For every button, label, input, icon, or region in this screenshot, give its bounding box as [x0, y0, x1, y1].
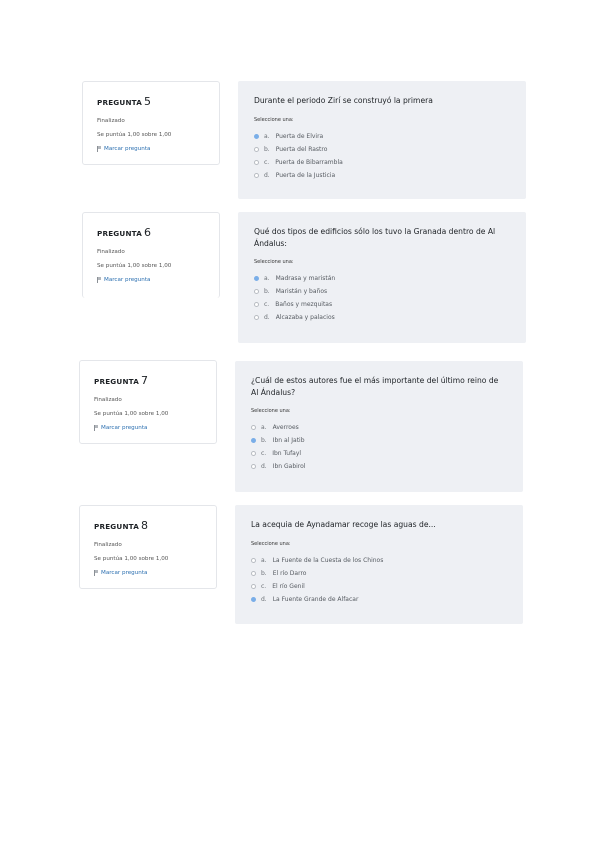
question-grade: Se puntúa 1,00 sobre 1,00 — [94, 556, 169, 562]
answer-list — [251, 421, 507, 473]
answer-option[interactable]: d. Puerta de la Justicia — [254, 169, 510, 182]
radio-button[interactable] — [251, 438, 256, 443]
question-content — [235, 361, 523, 492]
radio-button[interactable] — [251, 425, 256, 430]
answer-list — [254, 272, 510, 324]
question-text: La acequia de Aynadamar recoge las aguas de... — [251, 520, 436, 529]
answer-option[interactable]: c. Baños y mezquitas — [254, 298, 510, 311]
question-grade: Se puntúa 1,00 sobre 1,00 — [97, 263, 172, 269]
question-text: Durante el periodo Zirí se construyó la primera — [254, 96, 433, 105]
question-state: Finalizado — [97, 118, 125, 124]
answer-option[interactable]: b. Maristán y baños — [254, 285, 510, 298]
question-number: PREGUNTA 6 — [97, 226, 152, 239]
answer-prompt: Seleccione una: — [254, 259, 294, 265]
answer-option[interactable]: a. La Fuente de la Cuesta de los Chinos — [251, 554, 507, 567]
flag-question-link[interactable]: Marcar pregunta — [94, 424, 202, 432]
answer-option[interactable]: c. Ibn Tufayl — [251, 447, 507, 460]
radio-button[interactable] — [254, 147, 259, 152]
answer-option[interactable]: d. Ibn Gabirol — [251, 460, 507, 473]
radio-button[interactable] — [251, 451, 256, 456]
flag-icon — [94, 425, 99, 431]
radio-button[interactable] — [254, 315, 259, 320]
flag-question-link[interactable]: Marcar pregunta — [97, 276, 205, 284]
flag-icon — [97, 277, 102, 283]
question-grade: Se puntúa 1,00 sobre 1,00 — [94, 411, 169, 417]
radio-button[interactable] — [254, 289, 259, 294]
answer-option[interactable]: a. Averroes — [251, 421, 507, 434]
question-info — [82, 212, 220, 298]
question-info — [79, 360, 217, 444]
question-text: ¿Cuál de estos autores fue el más importante del último reino de Al Ándalus? — [251, 376, 499, 397]
question-content — [238, 81, 526, 199]
question-state: Finalizado — [94, 397, 122, 403]
radio-button[interactable] — [254, 160, 259, 165]
answer-option[interactable]: b. Ibn al Jatib — [251, 434, 507, 447]
radio-button[interactable] — [251, 558, 256, 563]
question-text: Qué dos tipos de edificios sólo los tuvo la Granada dentro de Al Ándalus: — [254, 227, 496, 248]
answer-prompt: Seleccione una: — [251, 540, 291, 547]
radio-button[interactable] — [254, 134, 259, 139]
flag-icon — [97, 146, 102, 152]
answer-option[interactable]: b. Puerta del Rastro — [254, 143, 510, 156]
radio-button[interactable] — [251, 464, 256, 469]
answer-option[interactable]: a. Puerta de Elvira — [254, 130, 510, 143]
question-content — [235, 505, 523, 624]
answer-option[interactable]: c. El río Genil — [251, 580, 507, 593]
answer-option[interactable]: c. Puerta de Bibarrambla — [254, 156, 510, 169]
question-state: Finalizado — [97, 249, 125, 255]
question-number: PREGUNTA 8 — [94, 519, 149, 532]
question-state: Finalizado — [94, 542, 122, 548]
flag-question-link[interactable]: Marcar pregunta — [97, 145, 205, 153]
question-number: PREGUNTA 7 — [94, 374, 149, 387]
radio-button[interactable] — [254, 276, 259, 281]
radio-button[interactable] — [254, 302, 259, 307]
radio-button[interactable] — [254, 173, 259, 178]
answer-option[interactable]: b. El río Darro — [251, 567, 507, 580]
flag-question-link[interactable]: Marcar pregunta — [94, 569, 202, 577]
answer-option[interactable]: d. La Fuente Grande de Alfacar — [251, 593, 507, 606]
question-info — [82, 81, 220, 165]
question-info — [79, 505, 217, 589]
answer-option[interactable]: d. Alcazaba y palacios — [254, 311, 510, 324]
radio-button[interactable] — [251, 597, 256, 602]
answer-prompt: Seleccione una: — [254, 116, 294, 123]
question-grade: Se puntúa 1,00 sobre 1,00 — [97, 132, 172, 138]
flag-icon — [94, 570, 99, 576]
answer-option[interactable]: a. Madrasa y maristán — [254, 272, 510, 285]
question-number: PREGUNTA 5 — [97, 95, 152, 108]
radio-button[interactable] — [251, 571, 256, 576]
answer-list — [254, 130, 510, 182]
radio-button[interactable] — [251, 584, 256, 589]
answer-list — [251, 554, 507, 606]
question-content — [238, 212, 526, 343]
answer-prompt: Seleccione una: — [251, 408, 291, 414]
